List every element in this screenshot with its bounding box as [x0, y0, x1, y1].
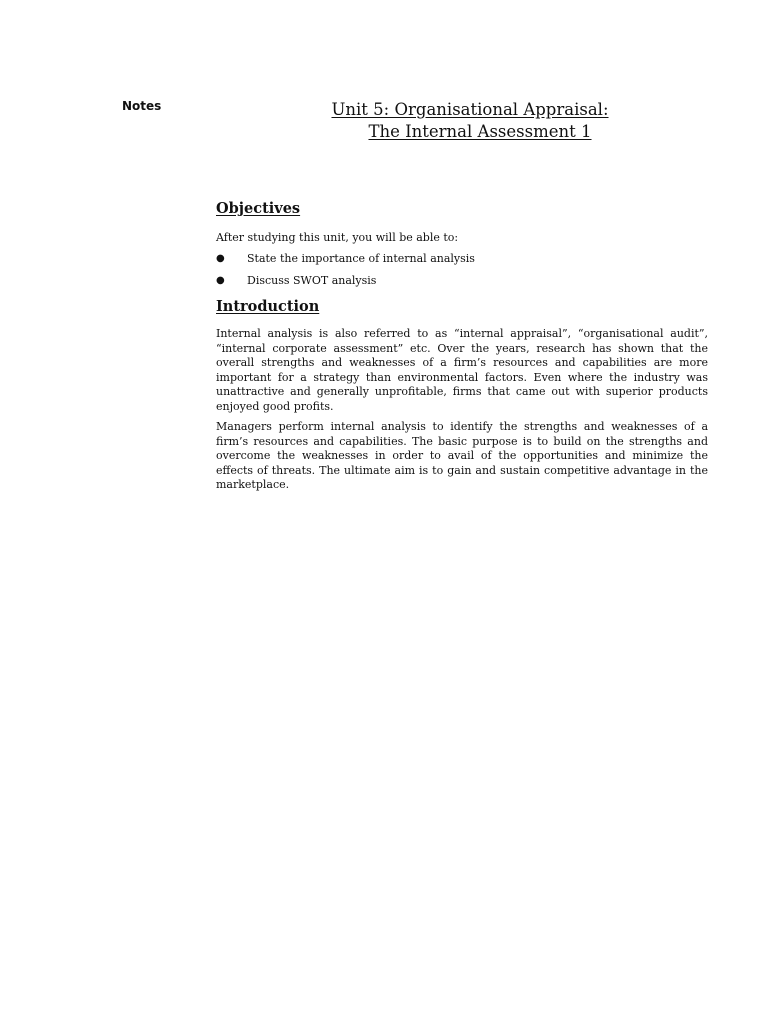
objectives-heading: Objectives	[216, 200, 301, 217]
unit-title	[300, 99, 640, 143]
bullet-icon: ●	[216, 252, 225, 264]
objectives-intro: After studying this unit, you will be able to:	[216, 231, 459, 244]
objective-item	[216, 252, 708, 267]
introduction-heading: Introduction	[216, 298, 320, 315]
unit-title-line-2: The Internal Assessment 1	[368, 122, 592, 141]
objective-item-text: State the importance of internal analysis	[247, 251, 475, 265]
objective-item	[216, 274, 708, 289]
notes-margin-label: Notes	[122, 99, 162, 113]
bullet-icon: ●	[216, 274, 225, 286]
objective-item-text: Discuss SWOT analysis	[247, 273, 377, 287]
unit-title-line-1: Unit 5: Organisational Appraisal:	[331, 100, 609, 119]
page-content	[216, 199, 708, 493]
introduction-paragraph-2: Managers perform internal analysis to identify the strengths and weaknesses of a firm’s resources and capabilities. The basic purpose is to build on the strengths and overcome the weaknesses in order to avail of the opportunities and minimize the effects of threats. The ultimate aim is to gain and sustain competitive advantage in the marketplace.	[216, 420, 708, 491]
introduction-paragraph-1: Internal analysis is also referred to as “internal appraisal”, “organisational audit”, “internal corporate assessment” etc. Over the years, research has shown that the overall strengths and weaknesses of a firm’s resources and capabilities are more important for a strategy than environmental factors. Even where the industry was unattractive and generally unprofitable, firms that came out with superior products enjoyed good profits.	[216, 327, 708, 413]
objectives-list	[216, 252, 708, 289]
